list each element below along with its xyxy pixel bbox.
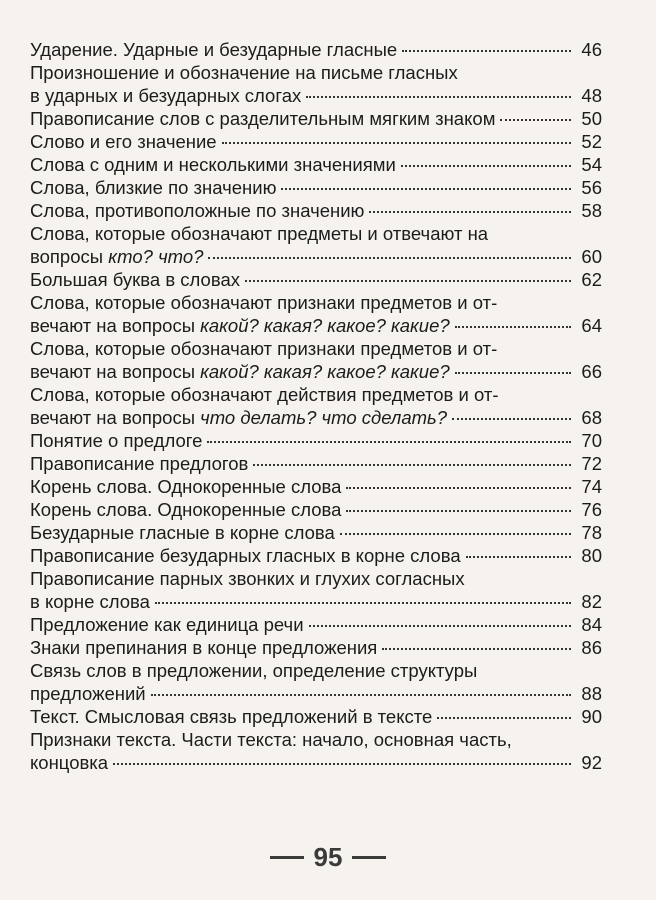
leader-dots [455, 372, 571, 374]
leader-dots [151, 694, 571, 696]
leader-dots [253, 464, 571, 466]
toc-entry-title: Понятие о предлоге [30, 430, 203, 451]
toc-page-number: 84 [581, 614, 602, 635]
toc-entry-last-line [30, 360, 602, 383]
toc-entry-title-line: Правописание парных звонких и глухих согласных [30, 568, 465, 589]
toc-page-number: 64 [581, 315, 602, 336]
toc-entry-title: Слова, близкие по значению [30, 177, 277, 198]
toc-entry [30, 199, 602, 222]
toc-entry-title-line: Признаки текста. Части текста: начало, основная часть, [30, 729, 512, 750]
toc-entry-title: Слова с одним и несколькими значениями [30, 154, 396, 175]
toc-entry [30, 383, 602, 429]
toc-entry-title-line: Слова, которые обозначают предметы и отвечают на [30, 223, 489, 244]
toc-entry-title-line: Слова, которые обозначают действия предметов и от- [30, 384, 499, 405]
toc-entry [30, 728, 602, 774]
leader-dots [346, 510, 571, 512]
toc-entry-last-line [30, 84, 602, 107]
toc-page-number: 56 [581, 177, 602, 198]
toc-entry-last-line [30, 38, 602, 61]
toc-entry [30, 130, 602, 153]
toc-entry-title: Предложение как единица речи [30, 614, 304, 635]
toc-entry [30, 429, 602, 452]
toc-entry-title-line: Связь слов в предложении, определение структуры [30, 660, 478, 681]
toc-page-number: 92 [581, 752, 602, 773]
toc-entry-title: Знаки препинания в конце предложения [30, 637, 378, 658]
toc-entry-title [30, 406, 447, 429]
toc-entry-title: Корень слова. Однокоренные слова [30, 476, 342, 497]
toc-page-number: 58 [581, 200, 602, 221]
toc-entry-last-line [30, 452, 602, 475]
toc-entry-title: Корень слова. Однокоренные слова [30, 499, 342, 520]
toc-entry-title-italic: какой? какая? какое? какие? [200, 361, 450, 382]
toc-entry-title: в корне слова [30, 591, 150, 612]
leader-dots [306, 96, 571, 98]
toc-entry-title-line: Произношение и обозначение на письме гласных [30, 62, 458, 83]
toc-entry [30, 291, 602, 337]
toc-page-number: 70 [581, 430, 602, 451]
leader-dots [437, 717, 571, 719]
toc-page-number: 68 [581, 407, 602, 428]
toc-entry [30, 61, 602, 107]
toc-page-number: 72 [581, 453, 602, 474]
toc-entry [30, 475, 602, 498]
toc-entry-title-italic: какой? какая? какое? какие? [200, 315, 450, 336]
toc-entry-last-line [30, 268, 602, 291]
toc-page-number: 54 [581, 154, 602, 175]
page-number-text: 95 [313, 842, 343, 872]
toc-entry-title-plain: вечают на вопросы [30, 407, 201, 428]
leader-dots [466, 556, 571, 558]
leader-dots [402, 50, 571, 52]
toc-entry-last-line [30, 475, 602, 498]
table-of-contents [30, 38, 602, 774]
toc-page-number: 66 [581, 361, 602, 382]
toc-entry-last-line [30, 613, 602, 636]
toc-entry-last-line [30, 406, 602, 429]
leader-dots [500, 119, 571, 121]
toc-entry-title-italic: что делать? что сделать? [200, 407, 448, 428]
toc-entry-title-plain: вечают на вопросы [30, 315, 201, 336]
toc-entry [30, 176, 602, 199]
toc-entry-last-line [30, 590, 602, 613]
toc-entry [30, 498, 602, 521]
toc-page-number: 88 [581, 683, 602, 704]
toc-entry-title-plain: вопросы [30, 246, 109, 267]
leader-dots [401, 165, 571, 167]
toc-page-number: 90 [581, 706, 602, 727]
toc-entry [30, 452, 602, 475]
toc-page-number: 86 [581, 637, 602, 658]
toc-entry [30, 567, 602, 613]
toc-page-number: 78 [581, 522, 602, 543]
toc-entry [30, 38, 602, 61]
toc-page-number: 46 [581, 39, 602, 60]
toc-entry [30, 544, 602, 567]
toc-entry-last-line [30, 245, 602, 268]
toc-entry-title-plain: вечают на вопросы [30, 361, 201, 382]
leader-dots [455, 326, 571, 328]
toc-entry [30, 521, 602, 544]
toc-entry [30, 613, 602, 636]
toc-entry-title: Слова, противоположные по значению [30, 200, 365, 221]
toc-entry-title: Правописание предлогов [30, 453, 249, 474]
toc-entry-title-line: Слова, которые обозначают признаки предметов и от- [30, 338, 498, 359]
toc-page-number: 48 [581, 85, 602, 106]
toc-entry-last-line [30, 544, 602, 567]
toc-page-number: 50 [581, 108, 602, 129]
leader-dots [346, 487, 571, 489]
leader-dots [113, 763, 571, 765]
toc-entry-title [30, 314, 450, 337]
toc-entry-last-line [30, 751, 602, 774]
toc-entry-last-line [30, 130, 602, 153]
toc-entry-title [30, 245, 203, 268]
toc-entry-last-line [30, 107, 602, 130]
page-number [0, 842, 656, 873]
toc-entry-title: Ударение. Ударные и безударные гласные [30, 39, 398, 60]
toc-page-number: 52 [581, 131, 602, 152]
toc-entry-title: концовка [30, 752, 109, 773]
toc-entry [30, 337, 602, 383]
toc-page-number: 60 [581, 246, 602, 267]
toc-entry-title: Правописание безударных гласных в корне слова [30, 545, 461, 566]
toc-entry-last-line [30, 521, 602, 544]
toc-entry-title: в ударных и безударных слогах [30, 85, 302, 106]
toc-page-number: 76 [581, 499, 602, 520]
toc-entry [30, 268, 602, 291]
toc-page-number: 82 [581, 591, 602, 612]
toc-entry-title [30, 360, 450, 383]
toc-entry-last-line [30, 636, 602, 659]
leader-dots [222, 142, 571, 144]
toc-entry-last-line [30, 498, 602, 521]
leader-dots [452, 418, 571, 420]
folio-dash-left [270, 856, 304, 859]
toc-entry [30, 107, 602, 130]
toc-entry-last-line [30, 705, 602, 728]
toc-entry [30, 153, 602, 176]
toc-entry [30, 705, 602, 728]
toc-entry-title: Безударные гласные в корне слова [30, 522, 335, 543]
toc-entry [30, 659, 602, 705]
leader-dots [281, 188, 571, 190]
toc-page-number: 62 [581, 269, 602, 290]
leader-dots [155, 602, 571, 604]
toc-entry-last-line [30, 682, 602, 705]
toc-entry-last-line [30, 314, 602, 337]
toc-entry-title: Большая буква в словах [30, 269, 240, 290]
toc-entry-last-line [30, 429, 602, 452]
toc-entry [30, 222, 602, 268]
leader-dots [207, 441, 571, 443]
toc-entry-last-line [30, 199, 602, 222]
toc-entry-title: Текст. Смысловая связь предложений в тексте [30, 706, 433, 727]
leader-dots [245, 280, 571, 282]
leader-dots [340, 533, 571, 535]
toc-page-number: 74 [581, 476, 602, 497]
toc-entry [30, 636, 602, 659]
toc-entry-title: Слово и его значение [30, 131, 217, 152]
toc-entry-title: Правописание слов с разделительным мягким знаком [30, 108, 496, 129]
toc-entry-title-italic: кто? что? [108, 246, 204, 267]
toc-entry-title-line: Слова, которые обозначают признаки предметов и от- [30, 292, 498, 313]
leader-dots [309, 625, 571, 627]
leader-dots [382, 648, 571, 650]
folio-dash-right [352, 856, 386, 859]
toc-entry-last-line [30, 153, 602, 176]
toc-entry-title: предложений [30, 683, 146, 704]
leader-dots [208, 257, 571, 259]
toc-page-number: 80 [581, 545, 602, 566]
leader-dots [369, 211, 571, 213]
toc-entry-last-line [30, 176, 602, 199]
